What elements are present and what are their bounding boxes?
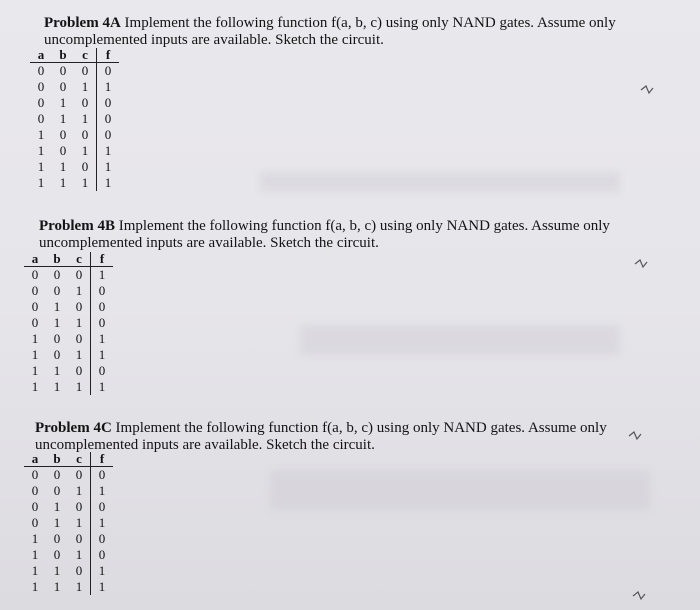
cell-b: 0 bbox=[53, 267, 61, 282]
bleed-through-smudge bbox=[300, 325, 620, 355]
col-f: f bbox=[97, 48, 120, 63]
col-a: a bbox=[24, 252, 46, 267]
cell-c: 1 bbox=[75, 515, 83, 530]
col-c: c bbox=[68, 452, 91, 467]
cell-b: 1 bbox=[59, 95, 67, 110]
cell-a: 1 bbox=[31, 379, 39, 394]
cell-a: 0 bbox=[31, 467, 39, 482]
cell-a: 1 bbox=[37, 159, 45, 174]
cell-a: 0 bbox=[31, 299, 39, 314]
table-row bbox=[30, 143, 119, 159]
cell-b: 0 bbox=[59, 127, 67, 142]
cell-c: 1 bbox=[75, 547, 83, 562]
cell-b: 1 bbox=[53, 299, 61, 314]
truth-table-4c bbox=[24, 452, 113, 595]
problem-4b-title: Problem 4B bbox=[39, 218, 115, 234]
cell-b: 1 bbox=[53, 515, 61, 530]
cell-c: 0 bbox=[81, 95, 89, 110]
col-a: a bbox=[30, 48, 52, 63]
col-b: b bbox=[46, 452, 68, 467]
cell-a: 1 bbox=[31, 531, 39, 546]
cell-b: 0 bbox=[59, 63, 67, 78]
cell-c: 0 bbox=[75, 467, 83, 482]
margin-mark-icon bbox=[640, 84, 654, 96]
cell-a: 1 bbox=[37, 143, 45, 158]
cell-c: 0 bbox=[75, 299, 83, 314]
table-row bbox=[30, 159, 119, 175]
table-row bbox=[24, 467, 113, 484]
cell-c: 0 bbox=[75, 331, 83, 346]
cell-c: 1 bbox=[75, 315, 83, 330]
cell-a: 0 bbox=[31, 283, 39, 298]
bleed-through-smudge bbox=[270, 470, 650, 510]
table-row bbox=[24, 331, 113, 347]
table-row bbox=[24, 515, 113, 531]
cell-a: 1 bbox=[31, 563, 39, 578]
cell-b: 1 bbox=[53, 363, 61, 378]
cell-c: 0 bbox=[75, 363, 83, 378]
table-row bbox=[24, 547, 113, 563]
cell-a: 0 bbox=[37, 95, 45, 110]
table-header-row bbox=[30, 48, 119, 63]
truth-table-4b bbox=[24, 252, 113, 395]
cell-a: 0 bbox=[31, 499, 39, 514]
cell-b: 0 bbox=[53, 483, 61, 498]
table-header-row bbox=[24, 252, 113, 267]
cell-a: 0 bbox=[31, 315, 39, 330]
cell-b: 1 bbox=[59, 159, 67, 174]
cell-f: 1 bbox=[91, 515, 114, 531]
problem-4a-heading bbox=[44, 15, 624, 49]
cell-b: 0 bbox=[53, 531, 61, 546]
cell-c: 0 bbox=[75, 499, 83, 514]
cell-f: 0 bbox=[97, 127, 120, 143]
col-b: b bbox=[46, 252, 68, 267]
table-row bbox=[24, 299, 113, 315]
cell-f: 0 bbox=[91, 283, 114, 299]
problem-4a-title: Problem 4A bbox=[44, 15, 121, 31]
cell-c: 0 bbox=[75, 267, 83, 282]
cell-a: 0 bbox=[31, 515, 39, 530]
table-row bbox=[24, 579, 113, 595]
cell-a: 1 bbox=[31, 347, 39, 362]
table-row bbox=[30, 127, 119, 143]
col-f: f bbox=[91, 252, 114, 267]
cell-c: 0 bbox=[75, 531, 83, 546]
cell-a: 0 bbox=[31, 267, 39, 282]
table-row bbox=[24, 563, 113, 579]
cell-c: 0 bbox=[81, 159, 89, 174]
table-row bbox=[24, 379, 113, 395]
col-c: c bbox=[74, 48, 97, 63]
table-row bbox=[30, 63, 119, 80]
cell-f: 1 bbox=[97, 159, 120, 175]
cell-f: 1 bbox=[97, 143, 120, 159]
cell-f: 1 bbox=[91, 347, 114, 363]
cell-f: 0 bbox=[97, 63, 120, 80]
margin-mark-icon bbox=[634, 258, 648, 270]
cell-a: 1 bbox=[31, 547, 39, 562]
cell-b: 0 bbox=[53, 467, 61, 482]
problem-4b-heading bbox=[39, 218, 619, 252]
problem-4b-text: Implement the following function f(a, b, c) using only NAND gates. Assume only uncomplemented inputs are available. Sketch the circuit. bbox=[39, 218, 610, 251]
cell-c: 1 bbox=[81, 79, 89, 94]
problem-4b bbox=[39, 218, 619, 252]
cell-f: 1 bbox=[91, 267, 114, 284]
table-row bbox=[24, 267, 113, 284]
cell-b: 0 bbox=[59, 79, 67, 94]
cell-c: 1 bbox=[75, 379, 83, 394]
cell-c: 1 bbox=[81, 143, 89, 158]
table-row bbox=[24, 283, 113, 299]
cell-a: 1 bbox=[31, 579, 39, 594]
col-a: a bbox=[24, 452, 46, 467]
table-row bbox=[24, 347, 113, 363]
cell-c: 1 bbox=[75, 483, 83, 498]
cell-f: 0 bbox=[97, 111, 120, 127]
table-row bbox=[30, 79, 119, 95]
cell-a: 1 bbox=[31, 331, 39, 346]
margin-mark-icon bbox=[628, 430, 642, 442]
table-row bbox=[30, 111, 119, 127]
table-row bbox=[24, 499, 113, 515]
cell-f: 1 bbox=[97, 175, 120, 191]
cell-f: 1 bbox=[91, 483, 114, 499]
cell-a: 1 bbox=[37, 127, 45, 142]
problem-4c bbox=[35, 420, 615, 454]
table-row bbox=[24, 363, 113, 379]
cell-b: 0 bbox=[53, 331, 61, 346]
cell-b: 1 bbox=[53, 315, 61, 330]
cell-b: 1 bbox=[53, 563, 61, 578]
cell-a: 1 bbox=[31, 363, 39, 378]
table-header-row bbox=[24, 452, 113, 467]
cell-f: 1 bbox=[91, 331, 114, 347]
cell-f: 0 bbox=[91, 467, 114, 484]
margin-mark-icon bbox=[632, 590, 646, 602]
cell-c: 1 bbox=[75, 283, 83, 298]
cell-b: 0 bbox=[59, 143, 67, 158]
truth-table-4a bbox=[30, 48, 119, 191]
table-row bbox=[24, 531, 113, 547]
col-f: f bbox=[91, 452, 114, 467]
cell-a: 0 bbox=[37, 79, 45, 94]
problem-4c-heading bbox=[35, 420, 615, 454]
table-row bbox=[24, 315, 113, 331]
table-row bbox=[30, 175, 119, 191]
cell-c: 1 bbox=[81, 175, 89, 190]
cell-a: 0 bbox=[37, 111, 45, 126]
cell-b: 1 bbox=[59, 175, 67, 190]
cell-f: 0 bbox=[91, 531, 114, 547]
cell-c: 0 bbox=[81, 63, 89, 78]
cell-f: 1 bbox=[91, 563, 114, 579]
cell-a: 0 bbox=[37, 63, 45, 78]
cell-f: 1 bbox=[97, 79, 120, 95]
cell-b: 0 bbox=[53, 347, 61, 362]
cell-a: 0 bbox=[31, 483, 39, 498]
problem-4c-text: Implement the following function f(a, b, c) using only NAND gates. Assume only uncomplemented inputs are available. Sketch the circuit. bbox=[35, 420, 607, 453]
table-row bbox=[30, 95, 119, 111]
cell-b: 1 bbox=[53, 499, 61, 514]
cell-b: 0 bbox=[53, 547, 61, 562]
cell-b: 1 bbox=[59, 111, 67, 126]
cell-f: 1 bbox=[91, 379, 114, 395]
cell-c: 0 bbox=[75, 563, 83, 578]
cell-b: 1 bbox=[53, 579, 61, 594]
cell-c: 1 bbox=[75, 347, 83, 362]
problem-4c-title: Problem 4C bbox=[35, 420, 112, 436]
cell-c: 1 bbox=[75, 579, 83, 594]
table-row bbox=[24, 483, 113, 499]
cell-c: 1 bbox=[81, 111, 89, 126]
cell-f: 1 bbox=[91, 579, 114, 595]
col-b: b bbox=[52, 48, 74, 63]
cell-c: 0 bbox=[81, 127, 89, 142]
bleed-through-smudge bbox=[260, 172, 620, 192]
problem-4a bbox=[44, 15, 624, 49]
cell-f: 0 bbox=[91, 315, 114, 331]
cell-a: 1 bbox=[37, 175, 45, 190]
cell-f: 0 bbox=[91, 363, 114, 379]
cell-f: 0 bbox=[91, 499, 114, 515]
cell-f: 0 bbox=[91, 299, 114, 315]
problem-4a-text: Implement the following function f(a, b, c) using only NAND gates. Assume only uncomplemented inputs are available. Sketch the circuit. bbox=[44, 15, 616, 48]
cell-b: 1 bbox=[53, 379, 61, 394]
cell-f: 0 bbox=[97, 95, 120, 111]
cell-b: 0 bbox=[53, 283, 61, 298]
col-c: c bbox=[68, 252, 91, 267]
cell-f: 0 bbox=[91, 547, 114, 563]
